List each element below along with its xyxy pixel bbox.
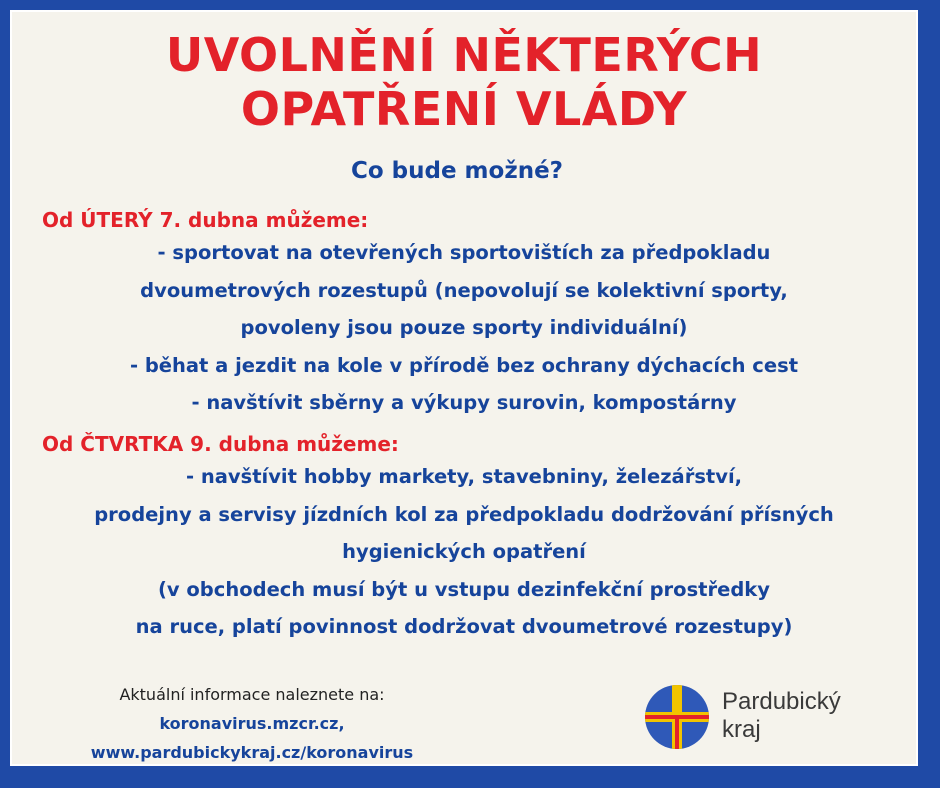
section-tuesday-line: dvoumetrových rozestupů (nepovolují se kolektivní sporty, bbox=[140, 278, 788, 302]
info-label: Aktuální informace naleznete na: bbox=[119, 685, 385, 704]
poster bbox=[10, 10, 918, 766]
section-thursday-heading: Od ČTVRTKA 9. dubna můžeme: bbox=[42, 432, 399, 456]
section-tuesday-body bbox=[12, 234, 916, 422]
info-link-pardubickykraj[interactable]: www.pardubickykraj.cz/koronavirus bbox=[90, 743, 414, 762]
section-tuesday-line: - navštívit sběrny a výkupy surovin, kompostárny bbox=[191, 391, 737, 414]
section-thursday-line: - navštívit hobby markety, stavebniny, železářství, bbox=[185, 465, 743, 488]
section-tuesday-line: povoleny jsou pouze sporty individuální) bbox=[240, 316, 688, 339]
info-block bbox=[72, 680, 432, 767]
section-thursday-line: hygienických opatření bbox=[342, 540, 586, 563]
section-thursday-line: (v obchodech musí být u vstupu dezinfekční prostředky bbox=[158, 577, 770, 601]
section-tuesday-line: - sportovat na otevřených sportovištích za předpokladu bbox=[157, 241, 771, 264]
poster-subtitle: Co bude možné? bbox=[350, 158, 564, 184]
logo-text bbox=[722, 688, 841, 744]
info-link-mzcr[interactable]: koronavirus.mzcr.cz, bbox=[159, 714, 345, 733]
logo-line-1: Pardubický bbox=[722, 688, 841, 715]
section-tuesday-heading: Od ÚTERÝ 7. dubna můžeme: bbox=[42, 208, 369, 232]
section-thursday-body bbox=[12, 458, 916, 646]
title-line-1: UVOLNĚNÍ NĚKTERÝCH bbox=[165, 28, 763, 82]
section-thursday-line: na ruce, platí povinnost dodržovat dvoumetrové rozestupy) bbox=[135, 615, 793, 638]
title-line-2: OPATŘENÍ VLÁDY bbox=[240, 82, 688, 136]
pardubicky-kraj-logo bbox=[644, 684, 884, 764]
poster-title bbox=[12, 28, 916, 136]
logo-line-2: kraj bbox=[722, 716, 761, 743]
section-thursday-line: prodejny a servisy jízdních kol za předpokladu dodržování přísných bbox=[94, 502, 834, 526]
pardubice-region-cross-icon bbox=[644, 684, 710, 750]
section-tuesday-line: - běhat a jezdit na kole v přírodě bez ochrany dýchacích cest bbox=[129, 353, 799, 377]
